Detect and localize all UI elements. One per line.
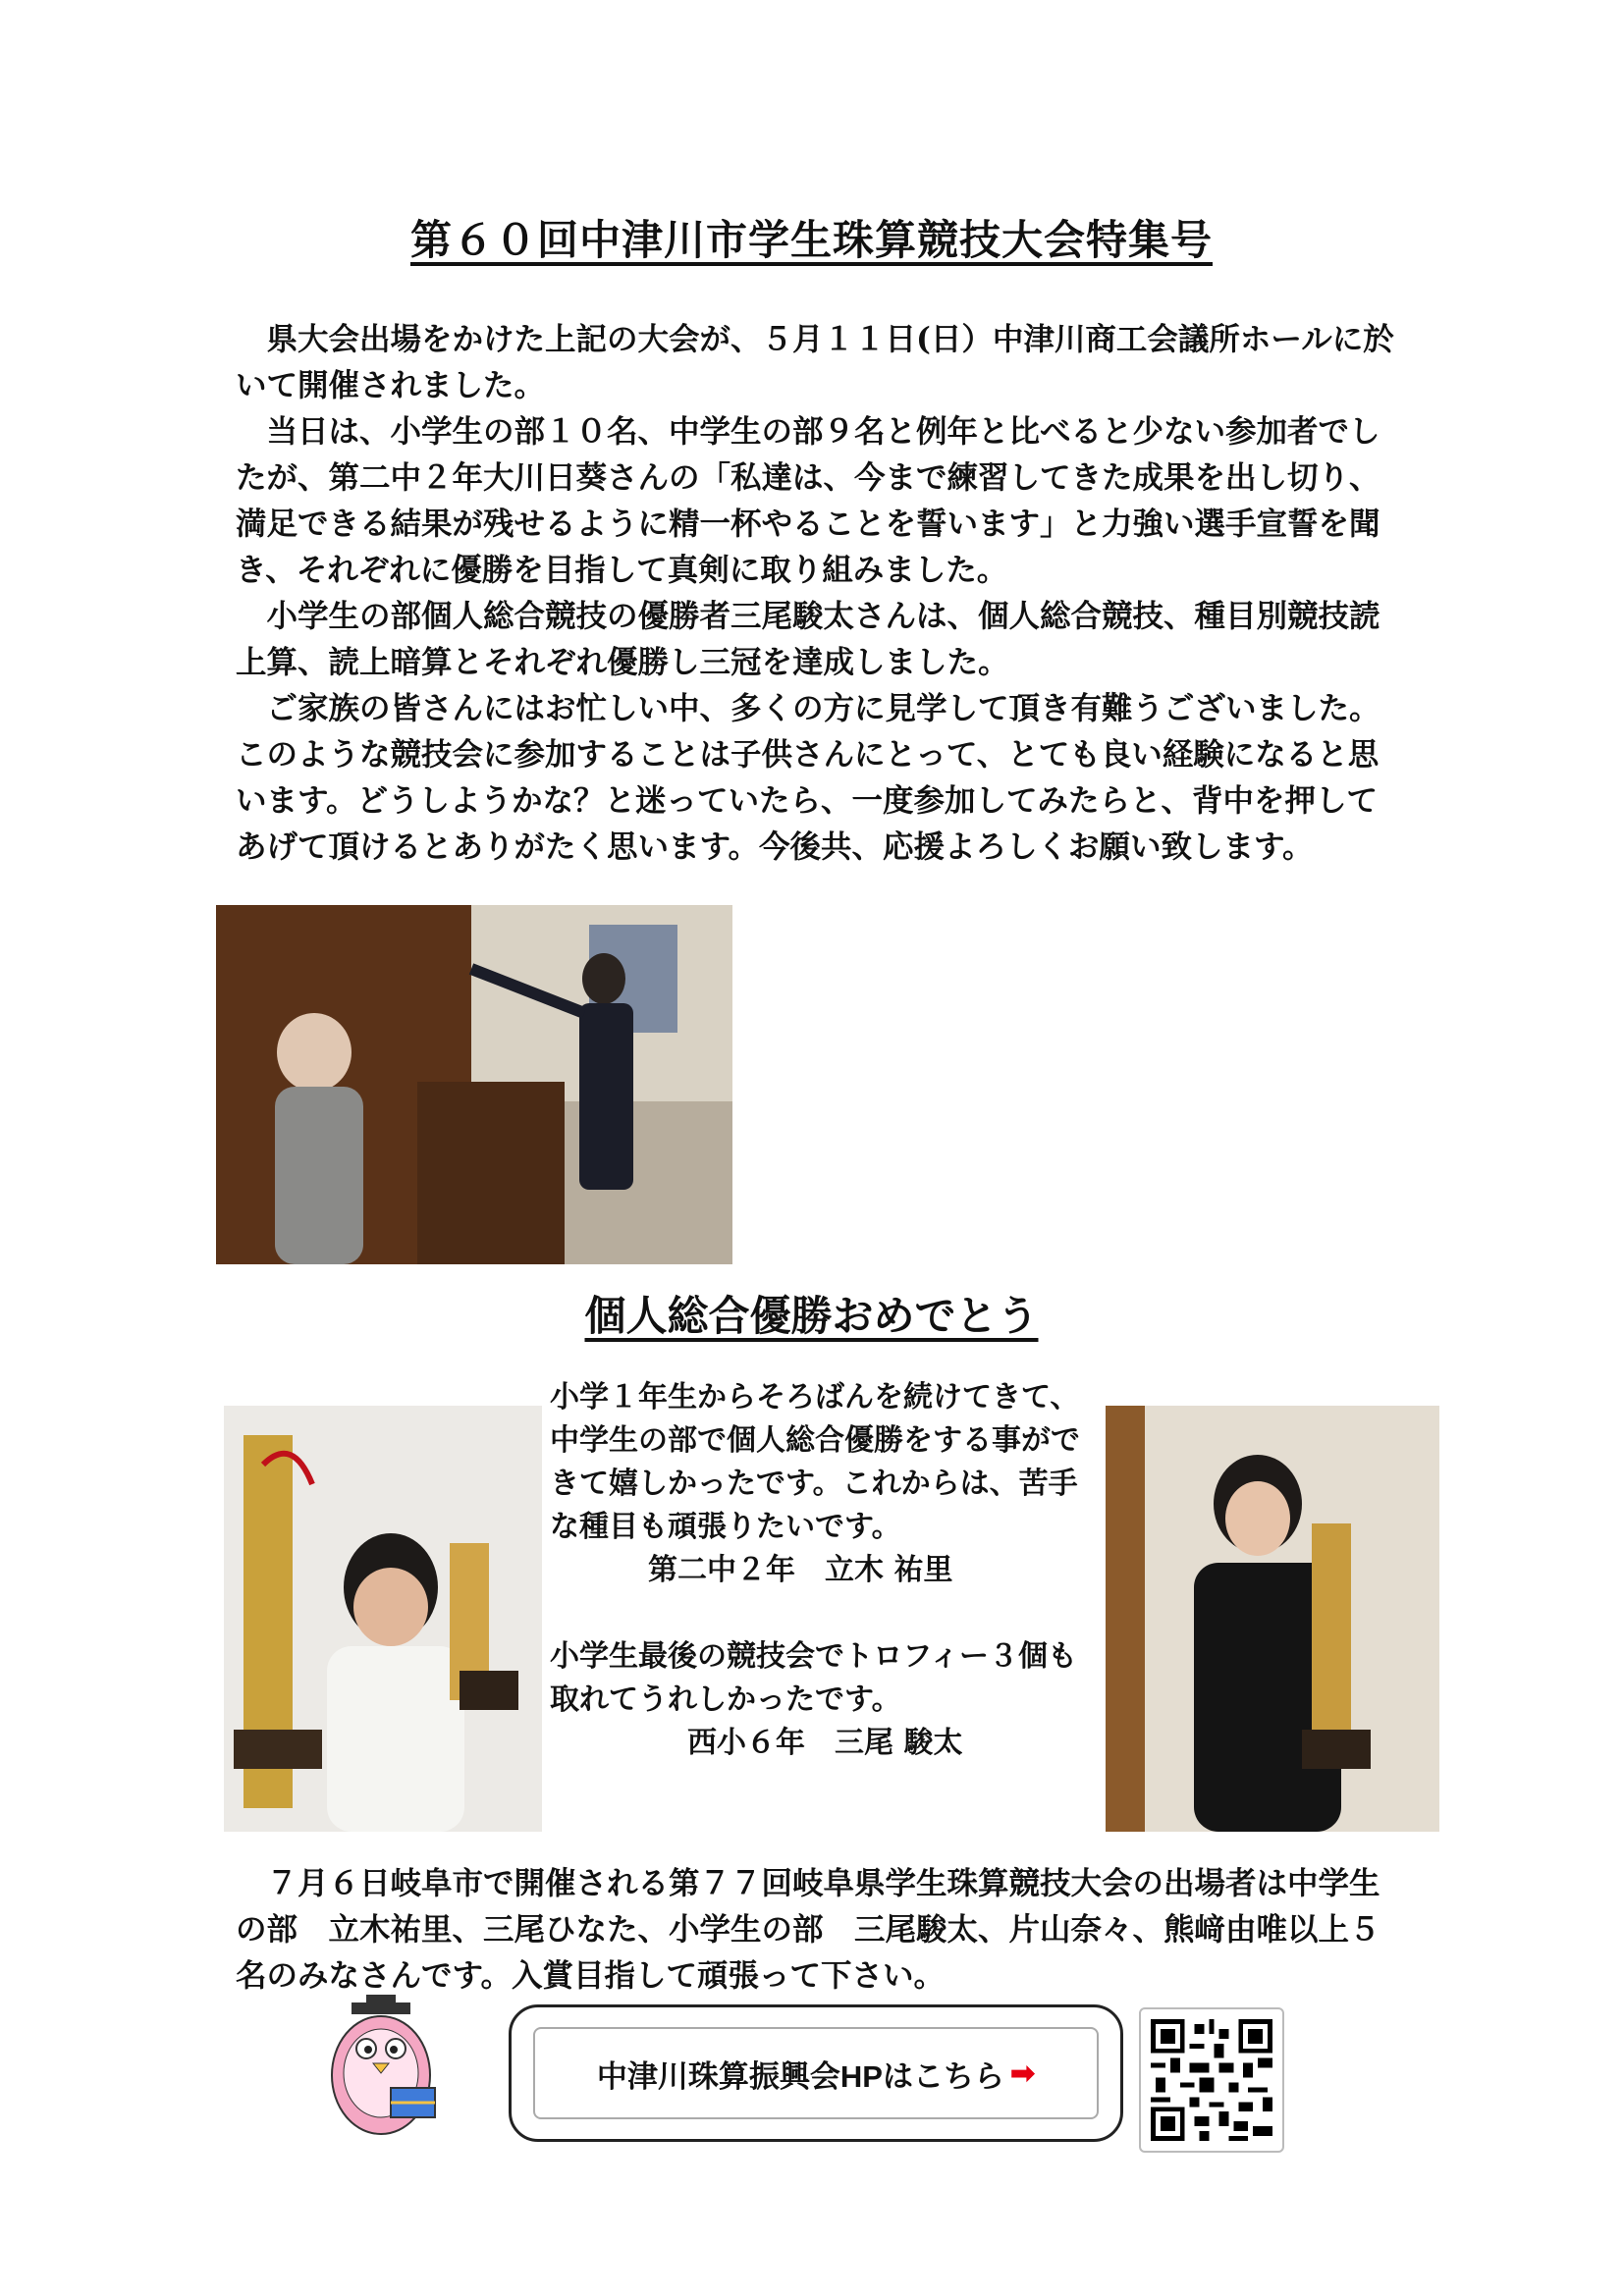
mascot-illustration (312, 1995, 450, 2148)
winner-comments (550, 1376, 1100, 1765)
footer-announcement: ７月６日岐阜市で開催される第７７回岐阜県学生珠算競技大会の出場者は中学生の部 立木祐里、三尾ひなた、小学生の部 三尾駿太、片山奈々、熊﨑由唯以上５名のみなさんです。入賞目指して頑張って下さい。 (236, 1865, 1380, 1994)
page-title: 第６０回中津川市学生珠算競技大会特集号 (409, 216, 1213, 264)
girl-trophy-photo (1106, 1406, 1439, 1832)
paragraph: ご家族の皆さんにはお忙しい中、多くの方に見学して頂き有難うございました。このような競技会に参加することは子供さんにとって、とても良い経験になると思います。どうしようかな？と迷っていたら、一度参加してみたらと、背中を押してあげて頂けるとありがたく思います。今後共、応援よろしくお願い致します。 (236, 690, 1380, 865)
section-title: 個人総合優勝おめでとう (584, 1292, 1039, 1340)
comment-signature: 第二中２年 立木 祐里 (648, 1553, 953, 1587)
paragraph: 当日は、小学生の部１０名、中学生の部９名と例年と比べると少ない参加者でしたが、第二中２年大川日葵さんの「私達は、今まで練習してきた成果を出し切り、満足できる結果が残せるように精一杯やることを誓います」と力強い選手宣誓を聞き、それぞれに優勝を目指して真剣に取り組みました。 (236, 413, 1380, 588)
arrow-right-icon: ➡ (1009, 2056, 1036, 2090)
comment-text: 小学１年生からそろばんを続けてきて、中学生の部で個人総合優勝をする事ができて嬉しかったです。これからは、苦手な種目も頑張りたいです。 (550, 1380, 1080, 1544)
oath-photo (216, 905, 732, 1264)
homepage-link[interactable] (533, 2027, 1099, 2119)
comment-signature: 西小６年 三尾 駿太 (687, 1726, 963, 1760)
homepage-link-label: 中津川珠算振興会HPはこちら (596, 2058, 1004, 2094)
comment-text: 小学生最後の競技会でトロフィー３個も取れてうれしかったです。 (550, 1639, 1077, 1717)
article-body (236, 316, 1394, 870)
boy-trophy-photo (224, 1406, 542, 1832)
paragraph: 県大会出場をかけた上記の大会が、５月１１日(日）中津川商工会議所ホールに於いて開催されました。 (236, 321, 1394, 403)
paragraph: 小学生の部個人総合競技の優勝者三尾駿太さんは、個人総合競技、種目別競技読上算、読上暗算とそれぞれ優勝し三冠を達成しました。 (236, 598, 1380, 680)
qr-code-icon[interactable] (1139, 2007, 1284, 2153)
homepage-banner[interactable] (509, 2004, 1123, 2142)
